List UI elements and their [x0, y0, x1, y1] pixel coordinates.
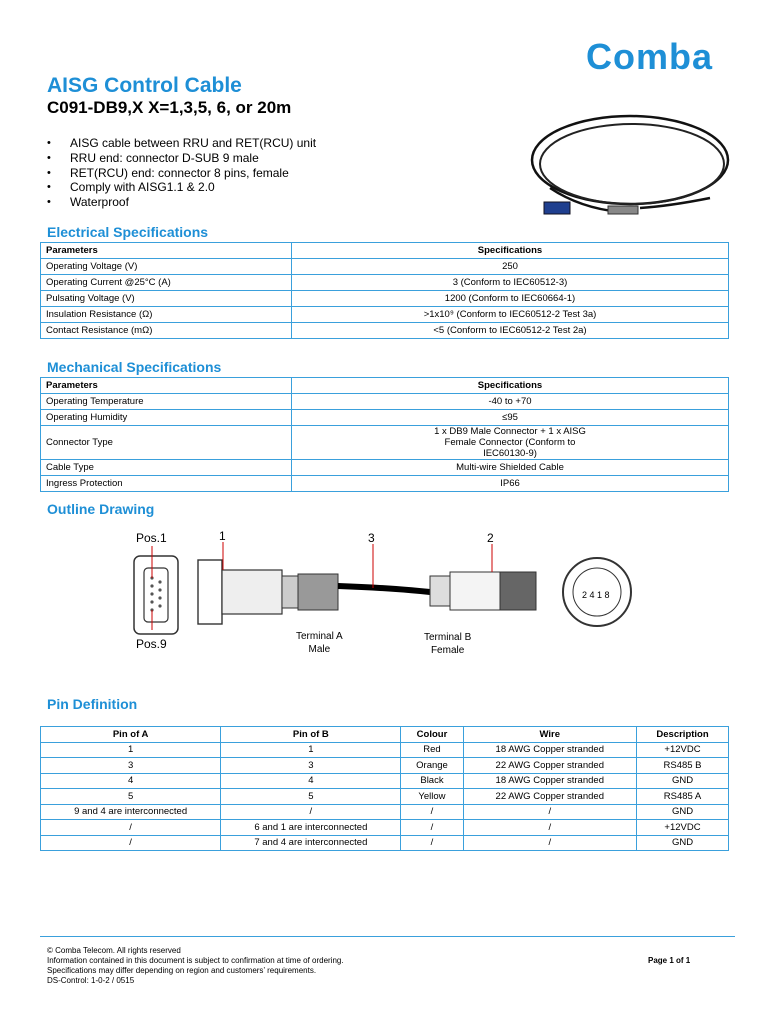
table-header-row [41, 727, 729, 743]
table-cell: Orange [401, 758, 463, 774]
pin-table [40, 726, 729, 851]
table-cell: / [221, 804, 401, 820]
table-cell: / [463, 835, 637, 851]
footer-text [47, 946, 344, 986]
table-cell: Ingress Protection [41, 476, 292, 492]
table-row [41, 804, 729, 820]
table-cell: / [401, 820, 463, 836]
footer-doc-code: DS-Control: 1-0-2 / 0515 [47, 976, 135, 985]
outline-drawing [130, 526, 640, 656]
table-cell: Contact Resistance (mΩ) [41, 323, 292, 339]
table-cell: +12VDC [637, 742, 729, 758]
table-row [41, 307, 729, 323]
table-cell: 4 [41, 773, 221, 789]
table-cell: / [463, 804, 637, 820]
terminal-b-gender: Female [430, 645, 465, 656]
feature-item: • AISG cable between RRU and RET(RCU) unit [47, 136, 316, 151]
table-header-row [41, 378, 729, 394]
table-row [41, 259, 729, 275]
table-cell: 5 [221, 789, 401, 805]
table-cell: Operating Humidity [41, 410, 292, 426]
table-cell: 5 [41, 789, 221, 805]
table-cell: Red [401, 742, 463, 758]
pin-heading: Pin Definition [47, 696, 138, 712]
table-cell: Operating Temperature [41, 394, 292, 410]
table-header: Specifications [292, 378, 729, 394]
table-cell: 1200 (Conform to IEC60664-1) [292, 291, 729, 307]
footer-copyright: © Comba Telecom. All rights reserved [47, 946, 181, 955]
table-cell: Operating Voltage (V) [41, 259, 292, 275]
label-1: 1 [219, 529, 226, 543]
table-header: Parameters [41, 378, 292, 394]
table-cell: RS485 B [637, 758, 729, 774]
table-row [41, 426, 729, 460]
table-cell: 3 [41, 758, 221, 774]
mechanical-table [40, 377, 729, 492]
footer-disclaimer: Information contained in this document is subject to confirmation at time of ordering. [47, 956, 344, 965]
table-row [41, 410, 729, 426]
electrical-heading: Electrical Specifications [47, 224, 209, 240]
table-header: Parameters [41, 243, 292, 259]
table-cell: IP66 [292, 476, 729, 492]
table-row [41, 275, 729, 291]
label-2: 2 [487, 531, 494, 545]
table-row [41, 323, 729, 339]
table-row [41, 394, 729, 410]
table-cell: 3 (Conform to IEC60512-3) [292, 275, 729, 291]
label-3: 3 [368, 531, 375, 545]
table-row [41, 742, 729, 758]
table-cell: +12VDC [637, 820, 729, 836]
terminal-a-gender: Male [308, 644, 331, 655]
cable-photo [520, 108, 740, 228]
table-cell: Connector Type [41, 426, 292, 460]
footer-disclaimer-2: Specifications may differ depending on region and customers’ requirements. [47, 966, 317, 975]
pin-face-numbers: 2 4 1 8 [582, 590, 610, 600]
table-cell: / [41, 820, 221, 836]
table-cell: 18 AWG Copper stranded [463, 773, 637, 789]
outline-heading: Outline Drawing [47, 501, 155, 517]
table-cell: GND [637, 835, 729, 851]
table-cell: Pulsating Voltage (V) [41, 291, 292, 307]
table-header-row [41, 243, 729, 259]
table-cell: Insulation Resistance (Ω) [41, 307, 292, 323]
table-row [41, 460, 729, 476]
table-cell: 1 x DB9 Male Connector + 1 x AISG Female Connector (Conform to IEC60130-9) [292, 426, 729, 460]
table-cell: 18 AWG Copper stranded [463, 742, 637, 758]
table-cell: 1 [221, 742, 401, 758]
table-row [41, 835, 729, 851]
terminal-a-name: Terminal A [296, 631, 343, 642]
table-cell: 22 AWG Copper stranded [463, 789, 637, 805]
feature-item: • RET(RCU) end: connector 8 pins, female [47, 166, 316, 181]
pos9-label: Pos.9 [136, 637, 167, 651]
electrical-table [40, 242, 729, 339]
table-cell: ≤95 [292, 410, 729, 426]
footer-divider [40, 936, 735, 937]
table-header: Description [637, 727, 729, 743]
table-row [41, 773, 729, 789]
table-cell: Operating Current @25°C (A) [41, 275, 292, 291]
table-cell: 3 [221, 758, 401, 774]
table-header: Wire [463, 727, 637, 743]
table-row [41, 789, 729, 805]
terminal-a-label [296, 630, 343, 656]
table-cell: 9 and 4 are interconnected [41, 804, 221, 820]
table-cell: <5 (Conform to IEC60512-2 Test 2a) [292, 323, 729, 339]
table-header: Specifications [292, 243, 729, 259]
table-cell: Black [401, 773, 463, 789]
table-cell: 6 and 1 are interconnected [221, 820, 401, 836]
feature-item: • Comply with AISG1.1 & 2.0 [47, 180, 316, 195]
table-cell: GND [637, 773, 729, 789]
table-cell: 4 [221, 773, 401, 789]
table-cell: Cable Type [41, 460, 292, 476]
table-row [41, 820, 729, 836]
feature-item: • RRU end: connector D-SUB 9 male [47, 151, 316, 166]
table-row [41, 291, 729, 307]
table-cell: 1 [41, 742, 221, 758]
table-cell: >1x10⁹ (Conform to IEC60512-2 Test 3a) [292, 307, 729, 323]
pos1-label: Pos.1 [136, 531, 167, 545]
table-cell: / [401, 835, 463, 851]
table-cell: 250 [292, 259, 729, 275]
table-cell: Multi-wire Shielded Cable [292, 460, 729, 476]
table-header: Pin of A [41, 727, 221, 743]
table-header: Colour [401, 727, 463, 743]
table-row [41, 758, 729, 774]
document-title: AISG Control Cable [47, 74, 242, 97]
table-cell: / [463, 820, 637, 836]
table-cell: Yellow [401, 789, 463, 805]
page-number: Page 1 of 1 [648, 956, 691, 965]
feature-list [47, 136, 316, 210]
table-cell: RS485 A [637, 789, 729, 805]
table-cell: 22 AWG Copper stranded [463, 758, 637, 774]
table-cell: / [401, 804, 463, 820]
terminal-b-name: Terminal B [424, 632, 472, 643]
table-row [41, 476, 729, 492]
mechanical-heading: Mechanical Specifications [47, 359, 222, 375]
terminal-b-label [424, 631, 471, 657]
feature-item: • Waterproof [47, 195, 316, 210]
table-cell: 7 and 4 are interconnected [221, 835, 401, 851]
table-cell: -40 to +70 [292, 394, 729, 410]
comba-logo: Comba [586, 36, 714, 77]
document-subtitle: C091-DB9,X X=1,3,5, 6, or 20m [47, 98, 292, 117]
table-header: Pin of B [221, 727, 401, 743]
table-cell: GND [637, 804, 729, 820]
table-cell: / [41, 835, 221, 851]
